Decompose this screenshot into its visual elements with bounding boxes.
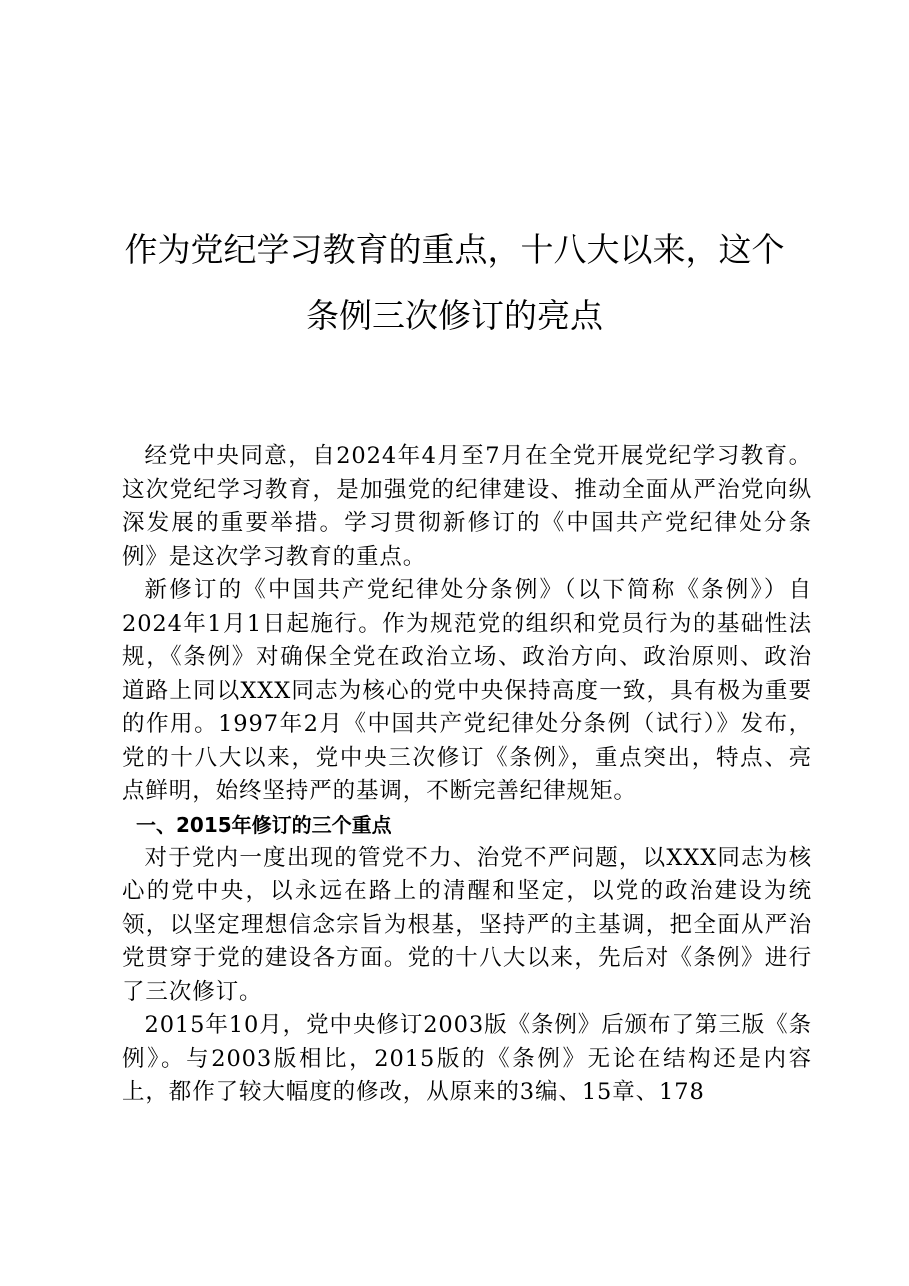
document-title-line-1: 作为党纪学习教育的重点，十八大以来，这个: [124, 230, 785, 269]
document-body: [122, 440, 812, 1110]
paragraph-intro: 经党中央同意，自2024年4月至7月在全党开展党纪学习教育。这次党纪学习教育，是加强党的纪律建设、推动全面从严治党向纵深发展的重要举措。学习贯彻新修订的《中国共产党纪律处分条例》是这次学习教育的重点。: [122, 443, 812, 570]
document-title-line-2: 条例三次修订的亮点: [306, 296, 603, 335]
paragraph-regulation: 新修订的《中国共产党纪律处分条例》（以下简称《条例》）自2024年1月1日起施行。作为规范党的组织和党员行为的基础性法规，《条例》对确保全党在政治立场、政治方向、政治原则、政治道路上同以XXX同志为核心的党中央保持高度一致，具有极为重要的作用。1997年2月《中国共产党纪律处分条例（试行）》发布，党的十八大以来，党中央三次修订《条例》，重点突出，特点、亮点鲜明，始终坚持严的基调，不断完善纪律规矩。: [122, 577, 812, 804]
paragraph-2015-revision: 2015年10月，党中央修订2003版《条例》后颁布了第三版《条例》。与2003版相比，2015版的《条例》无论在结构还是内容上，都作了较大幅度的修改，从原来的3编、15章、178: [122, 1012, 812, 1105]
paragraph-party-discipline: 对于党内一度出现的管党不力、治党不严问题，以XXX同志为核心的党中央，以永远在路上的清醒和坚定，以党的政治建设为统领，以坚定理想信念宗旨为根基，坚持严的主基调，把全面从严治党贯穿于党的建设各方面。党的十八大以来，先后对《条例》进行了三次修订。: [122, 844, 812, 1005]
section-heading-2015: 一、2015年修订的三个重点: [136, 812, 392, 837]
